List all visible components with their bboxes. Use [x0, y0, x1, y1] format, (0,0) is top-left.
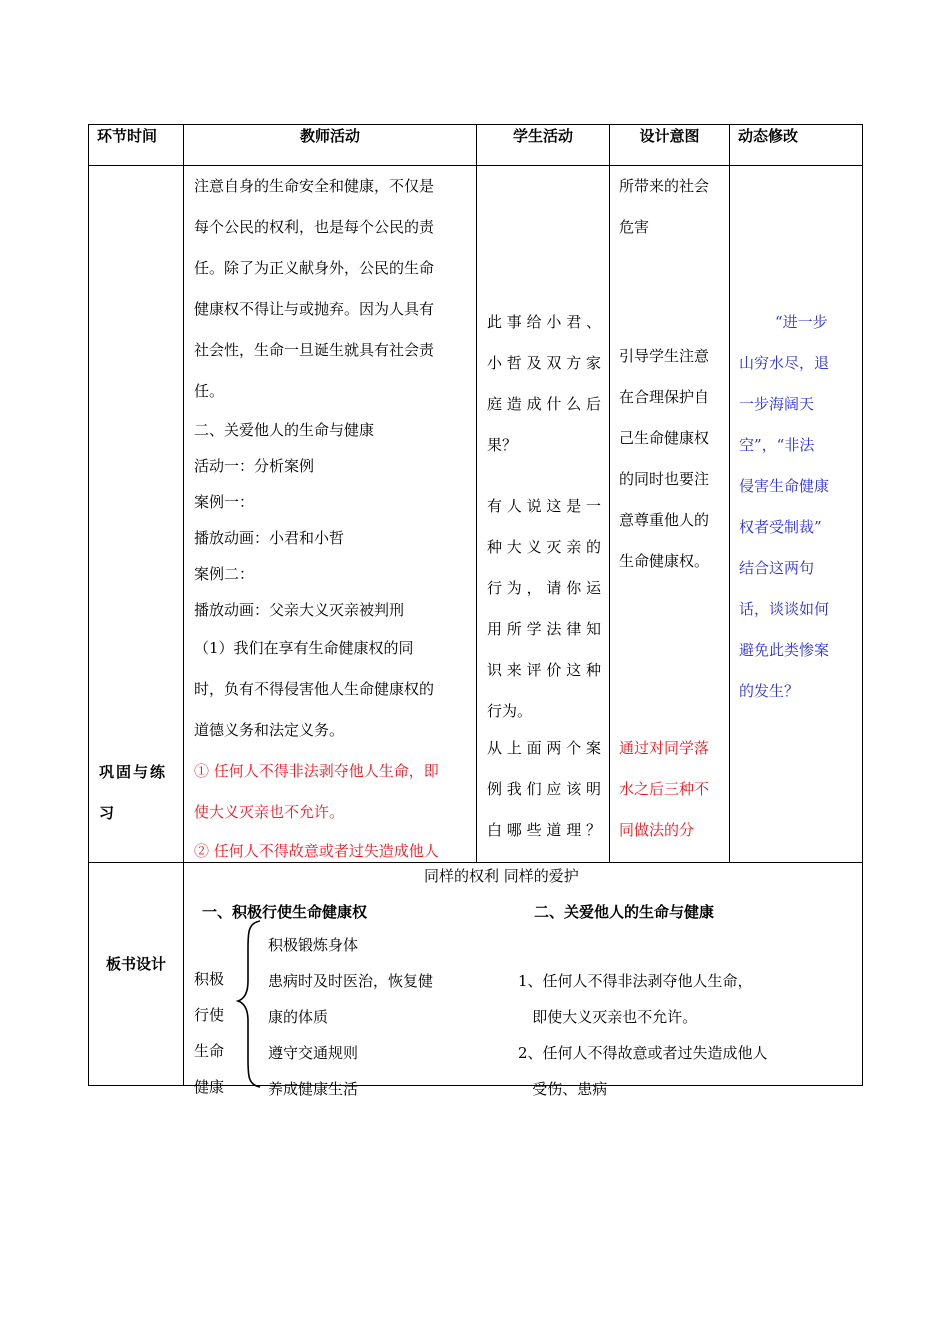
red-point-line: ① 任何人不得非法剥夺他人生命，即 — [194, 762, 439, 780]
modify-line: 结合这两句 — [739, 559, 815, 577]
board-heading-1: 一、积极行使生命健康权 — [202, 903, 368, 921]
design-line: 意尊重他人的 — [619, 511, 710, 529]
section-heading: 二、关爱他人的生命与健康 — [194, 421, 375, 439]
modify-line: 空”，“非法 — [739, 436, 815, 454]
student-line: 行为。 — [487, 702, 533, 720]
modify-line: 山穷水尽，退 — [739, 354, 830, 372]
board-right-item: 即使大义灭亲也不允许。 — [518, 1008, 698, 1026]
stage-label-line1: 巩固与练 — [99, 763, 168, 781]
design-line: 同做法的分 — [619, 821, 695, 839]
design-intent-1 — [619, 166, 723, 248]
teacher-line: 注意自身的生命安全和健康，不仅是 — [194, 177, 435, 195]
student-line: 有人说这是一 — [487, 497, 601, 515]
teacher-line: 任。 — [194, 382, 225, 400]
modify-line: 一步海阔天 — [739, 395, 815, 413]
vertical-line: 健康 — [194, 1078, 225, 1096]
header-dynamic-modify: 动态修改 — [730, 125, 863, 166]
curly-brace-icon — [236, 919, 266, 1089]
design-intent-3 — [619, 728, 723, 851]
design-line: 己生命健康权 — [619, 429, 710, 447]
teacher-line: 健康权不得让与或抛弃。因为人具有 — [194, 300, 435, 318]
student-line: 庭造成什么后 — [487, 395, 601, 413]
header-row — [89, 125, 863, 166]
student-line: 从上面两个案 — [487, 739, 601, 757]
modify-line: 避免此类惨案 — [739, 641, 830, 659]
board-right-item: 受伤、患病 — [518, 1080, 608, 1098]
modify-line: 话，谈谈如何 — [739, 600, 830, 618]
student-line: 白哪些道理？ — [487, 821, 601, 839]
design-line: 危害 — [619, 218, 650, 236]
design-intent-2 — [619, 336, 723, 582]
design-line: 通过对同学落 — [619, 739, 710, 757]
board-label-cell — [89, 863, 184, 1086]
case2-label: 案例二： — [194, 565, 255, 583]
play2-label: 播放动画：父亲大义灭亲被判刑 — [194, 601, 405, 619]
red-point-line: 使大义灭亲也不允许。 — [194, 803, 345, 821]
board-left-item: 遵守交通规则 — [268, 1044, 359, 1062]
lesson-plan-table — [88, 124, 863, 1098]
design-line: 引导学生注意 — [619, 347, 710, 365]
design-line: 所带来的社会 — [619, 177, 710, 195]
student-question-1 — [487, 302, 601, 466]
board-left-item: 康的体质 — [268, 1008, 329, 1026]
point1-line: 时，负有不得侵害他人生命健康权的 — [194, 680, 435, 698]
board-title: 同样的权利 同样的爱护 — [424, 867, 579, 885]
activity-label: 活动一：分析案例 — [194, 457, 315, 475]
board-left-item: 患病时及时医治，恢复健 — [268, 972, 434, 990]
stage-label-line2: 习 — [99, 804, 117, 822]
teacher-activity-text — [194, 166, 470, 869]
teacher-line: 任。除了为正义献身外，公民的生命 — [194, 259, 435, 277]
vertical-line: 行使 — [194, 1006, 225, 1024]
design-line: 生命健康权。 — [619, 552, 710, 570]
student-line: 此事给小君、 — [487, 313, 601, 331]
board-design-row — [89, 863, 863, 1086]
student-line: 种大义灭亲的 — [487, 538, 601, 556]
modify-line: 侵害生命健康 — [739, 477, 830, 495]
student-line: 识来评价这种 — [487, 661, 601, 679]
stage-label — [99, 752, 175, 834]
teacher-line: 社会性，生命一旦诞生就具有社会责 — [194, 341, 435, 359]
board-left-item: 积极锻炼身体 — [268, 936, 359, 954]
student-line: 果？ — [487, 436, 518, 454]
vertical-line: 生命 — [194, 1042, 225, 1060]
student-question-2 — [487, 486, 601, 732]
point1-line: 道德义务和法定义务。 — [194, 721, 345, 739]
modify-line: 的发生？ — [739, 682, 800, 700]
design-line: 水之后三种不 — [619, 780, 710, 798]
modify-line: 权者受制裁” — [739, 518, 822, 536]
play1-label: 播放动画：小君和小哲 — [194, 529, 345, 547]
board-label: 板书设计 — [105, 955, 166, 973]
board-vertical-label — [194, 961, 234, 1105]
vertical-line: 积极 — [194, 970, 225, 988]
design-intent-cell — [610, 166, 730, 863]
board-right-item: 2、任何人不得故意或者过失造成他人 — [518, 1044, 768, 1062]
board-content-cell — [184, 863, 863, 1098]
board-left-item: 养成健康生活 — [268, 1080, 359, 1098]
teacher-activity-cell — [184, 166, 477, 863]
student-question-3 — [487, 728, 601, 851]
board-right-list — [518, 963, 768, 1107]
consolidation-row — [89, 166, 863, 863]
board-heading-2: 二、关爱他人的生命与健康 — [534, 903, 715, 921]
header-design-intent: 设计意图 — [610, 125, 730, 166]
student-line: 例我们应该明 — [487, 780, 601, 798]
teacher-line: 每个公民的权利，也是每个公民的责 — [194, 218, 435, 236]
student-line: 小哲及双方家 — [487, 354, 601, 372]
student-line: 用所学法律知 — [487, 620, 601, 638]
stage-cell — [89, 166, 184, 863]
student-activity-cell — [477, 166, 610, 863]
design-line: 的同时也要注 — [619, 470, 710, 488]
board-right-item: 1、任何人不得非法剥夺他人生命， — [518, 972, 753, 990]
header-teacher-activity: 教师活动 — [184, 125, 477, 166]
modify-prompt — [739, 302, 843, 712]
header-stage-time: 环节时间 — [89, 125, 184, 166]
student-line: 行为，请你运 — [487, 579, 601, 597]
red-point-line: ② 任何人不得故意或者过失造成他人 — [194, 842, 439, 860]
modify-line: “进一步 — [775, 313, 828, 331]
header-student-activity: 学生活动 — [477, 125, 610, 166]
board-left-list — [268, 927, 433, 1107]
point1-line: （1）我们在享有生命健康权的同 — [194, 639, 414, 657]
design-line: 在合理保护自 — [619, 388, 710, 406]
case1-label: 案例一： — [194, 493, 255, 511]
dynamic-modify-cell — [730, 166, 863, 863]
